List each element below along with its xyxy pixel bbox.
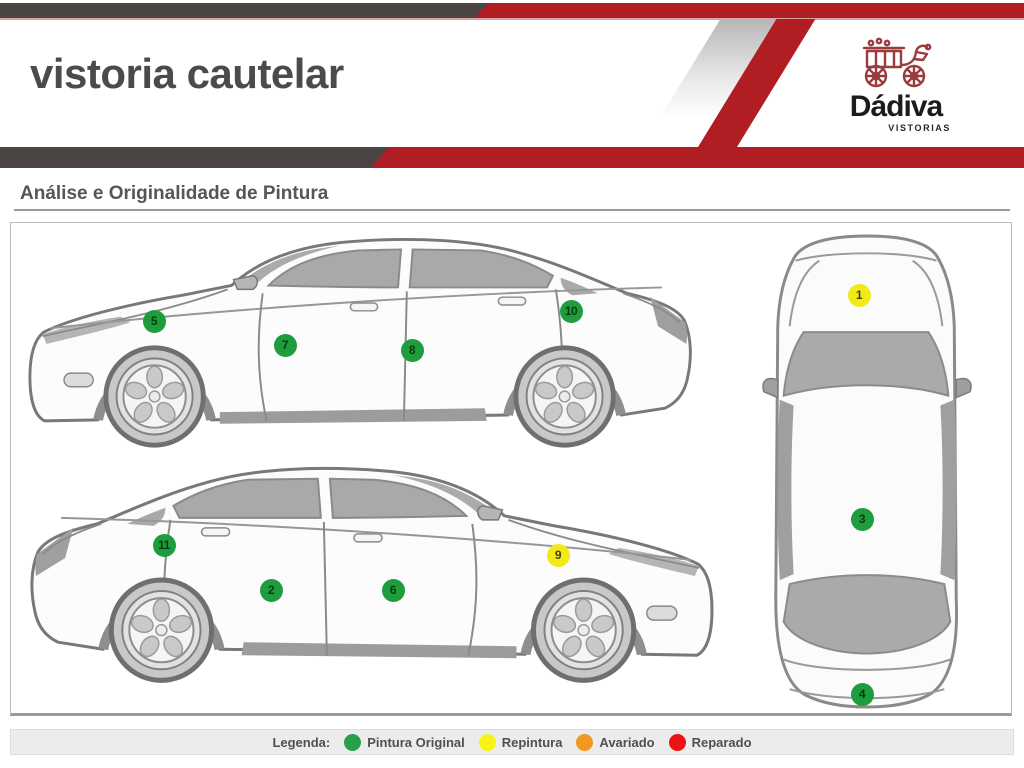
legend-item-label: Repintura [501, 734, 563, 750]
paint-marker-1: 1 [848, 284, 871, 307]
header-bottom-bar-dark-segment [0, 147, 1024, 168]
paint-marker-9: 9 [547, 544, 570, 567]
legend-color-dot [669, 734, 686, 751]
legend-color-dot [479, 734, 496, 751]
brand-logo [838, 34, 954, 133]
legend-item-3 [669, 734, 752, 751]
paint-analysis-diagram [10, 222, 1012, 716]
section-title: Análise e Originalidade de Pintura [20, 183, 329, 204]
legend-item-0 [344, 734, 465, 751]
legend-item-label: Reparado [691, 734, 752, 750]
paint-marker-4: 4 [851, 683, 874, 706]
paint-marker-7: 7 [274, 334, 297, 357]
header-top-bar-dark-segment [0, 3, 1024, 18]
car-side-view-right [23, 455, 715, 691]
brand-subtitle: VISTORIAS [888, 123, 951, 133]
legend-item-1 [479, 734, 563, 751]
paint-marker-2: 2 [260, 579, 283, 602]
header-top-bar [0, 3, 1024, 18]
legend-item-2 [576, 734, 654, 751]
section-divider [14, 209, 1010, 211]
legend-item-label: Avariado [599, 734, 655, 750]
brand-name: Dádiva [849, 90, 943, 123]
header-bottom-bar [0, 147, 1024, 168]
legend-bar [10, 729, 1014, 755]
paint-marker-6: 6 [382, 579, 405, 602]
paint-marker-3: 3 [851, 508, 874, 531]
car-side-view-left [23, 229, 703, 453]
header-top-bar-underline [0, 18, 1024, 20]
paint-marker-8: 8 [401, 339, 424, 362]
legend-items [344, 734, 751, 751]
legend-color-dot [576, 734, 593, 751]
legend-label: Legenda: [272, 734, 331, 750]
legend-color-dot [344, 734, 361, 751]
paint-marker-5: 5 [143, 310, 166, 333]
page-title: vistoria cautelar [30, 50, 344, 97]
legend-item-label: Pintura Original [367, 734, 465, 750]
paint-marker-10: 10 [560, 300, 583, 323]
paint-marker-11: 11 [153, 534, 176, 557]
carriage-icon [857, 34, 935, 90]
